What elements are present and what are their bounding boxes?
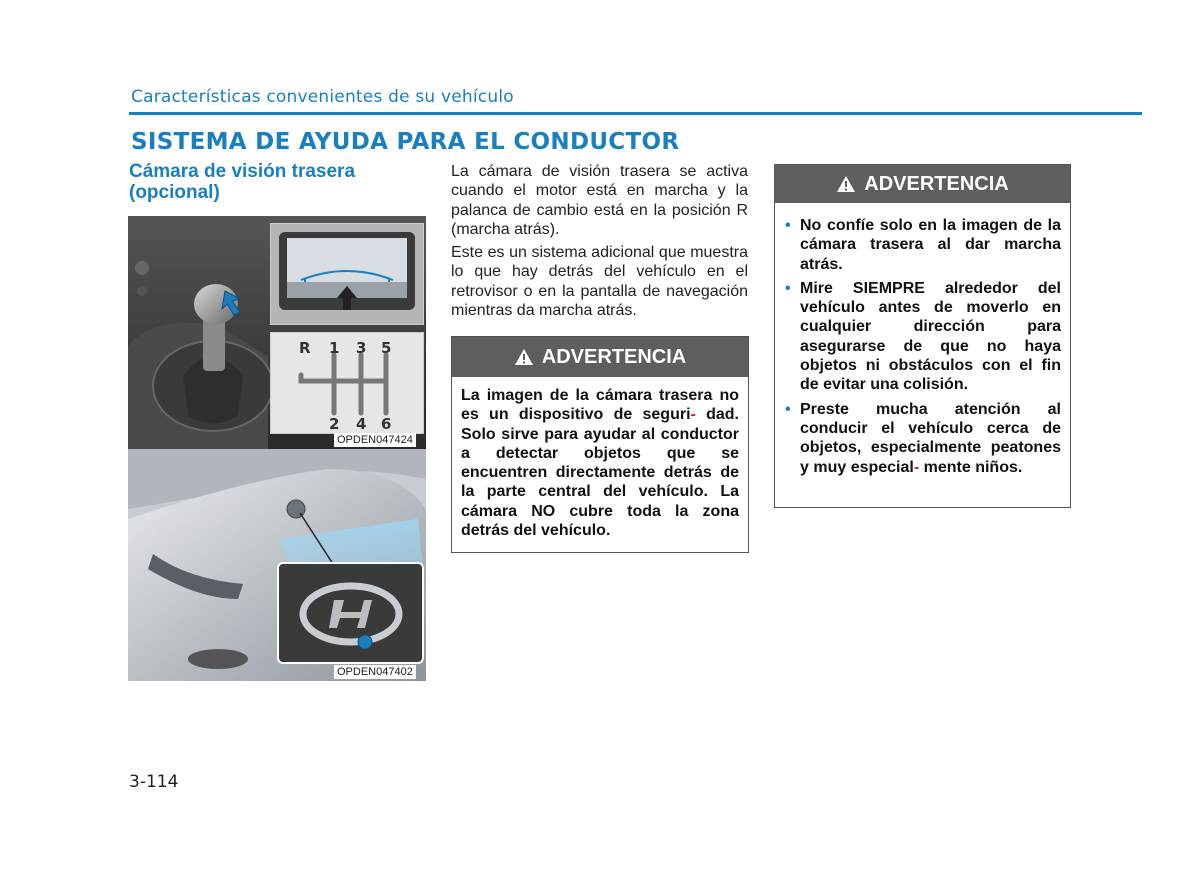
warning-item-3-part1: Preste mucha atención al conducir el vehículo cerca de objetos, especialmente peatones y muy especial — [800, 400, 1061, 476]
gear-label-2: 2 — [329, 415, 340, 433]
page-number: 3-114 — [129, 772, 179, 792]
figure2-caption: OPDEN047402 — [334, 665, 416, 679]
list-item — [785, 216, 1061, 274]
gear-label-1: 1 — [329, 339, 340, 357]
paragraph-intro: La cámara de visión trasera se activa cuando el motor está en marcha y la palanca de cambio está en la posición R (marcha atrás). — [451, 163, 748, 238]
warning-item-3-hyphen: - — [913, 458, 920, 476]
warning-box-middle — [451, 336, 749, 553]
warning-triangle-icon — [514, 348, 534, 366]
warning-list — [775, 203, 1070, 477]
warning-header-right — [775, 165, 1070, 203]
camera-display-illustration — [271, 224, 423, 324]
warning-item-2: Mire SIEMPRE alrededor del vehículo antes de moverlo en cualquier dirección para asegurarse de que no haya objetos ni obstáculos con el fin de evitar una colisión. — [800, 279, 1061, 394]
chapter-title: SISTEMA DE AYUDA PARA EL CONDUCTOR — [131, 129, 680, 155]
warning-box-right — [774, 164, 1071, 508]
warning-text-part1: La imagen de la cámara trasera no es un dispositivo de seguri — [461, 387, 739, 424]
gear-label-r: R — [299, 339, 311, 357]
list-item — [785, 400, 1061, 477]
camera-display-inset — [270, 223, 424, 325]
warning-text — [452, 377, 748, 540]
list-item — [785, 279, 1061, 395]
warning-hyphen: - — [690, 406, 696, 424]
figure1-caption: OPDEN047424 — [334, 433, 416, 447]
section-title: Características convenientes de su vehículo — [131, 87, 514, 107]
gear-label-5: 5 — [381, 339, 392, 357]
gear-pattern-inset — [270, 332, 424, 434]
logo-camera-illustration — [279, 564, 422, 662]
bullet-icon: • — [785, 400, 791, 418]
gear-label-6: 6 — [381, 415, 392, 433]
sub-heading — [129, 161, 429, 203]
bullet-icon: • — [785, 217, 791, 234]
bullet-icon: • — [785, 279, 791, 297]
warning-triangle-icon — [836, 175, 856, 193]
warning-text-part2: dad. Solo sirve para ayudar al conductor a detectar objetos que se encuentren directamente detrás de la parte central del vehículo. La cámara NO cubre toda la zona detrás del vehículo. — [461, 406, 739, 540]
gear-label-4: 4 — [356, 415, 367, 433]
warning-item-1: No confíe solo en la imagen de la cámara trasera al dar marcha atrás. — [800, 217, 1061, 273]
warning-item-3-part2: mente niños. — [923, 458, 1023, 476]
paragraph-additional: Este es un sistema adicional que muestra lo que hay detrás del vehículo en el retrovisor o en la pantalla de navegación mientras da marcha atrás. — [451, 244, 748, 319]
sub-heading-line1: Cámara de visión trasera — [129, 161, 356, 182]
warning-title: ADVERTENCIA — [541, 345, 687, 368]
gear-pattern-illustration — [271, 333, 423, 433]
header-rule — [129, 112, 1142, 115]
warning-header — [452, 337, 748, 377]
logo-camera-inset — [277, 562, 424, 664]
sub-heading-line2: (opcional) — [129, 182, 220, 203]
gear-label-3: 3 — [356, 339, 367, 357]
warning-title-right: ADVERTENCIA — [864, 172, 1009, 195]
